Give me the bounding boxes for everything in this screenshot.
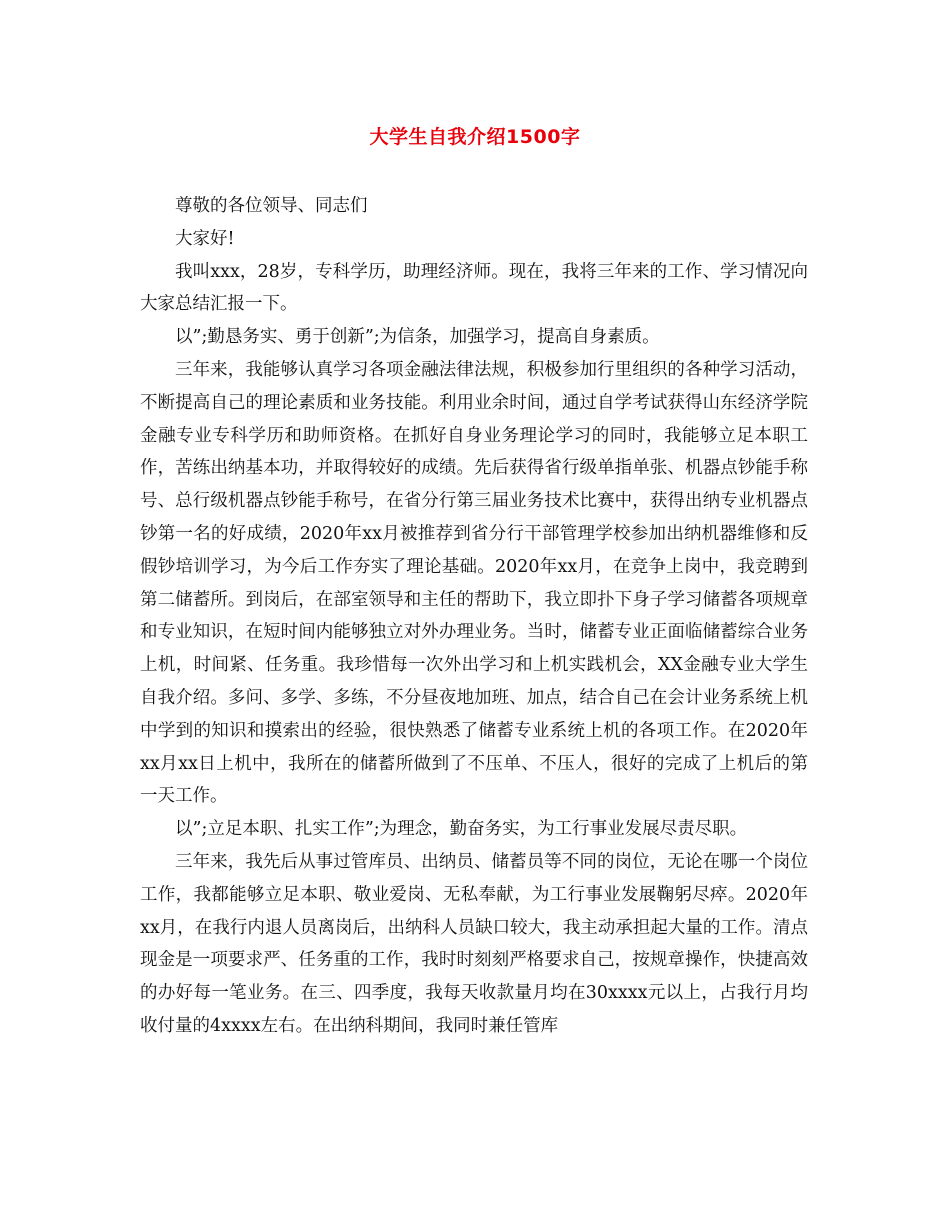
greeting-line: 尊敬的各位领导、同志们	[175, 196, 368, 216]
body-paragraph: 以”;勤恳务实、勇于创新”;为信条，加强学习，提高自身素质。	[175, 327, 660, 348]
body-paragraph: 三年来，我先后从事过管库员、出纳员、储蓄员等不同的岗位，无论在哪一个岗位工作，我都能够立足本职、敬业爱岗、无私奉献，为工行事业发展鞠躬尽瘁。2020年xx月，在我行内退人员离岗后，出纳科人员缺口较大，我主动承担起大量的工作。清点现金是一项要求严、任务重的工作，我时时刻刻严格要求自己，按规章操作，快捷高效的办好每一笔业务。在三、四季度，我每天收款量月均在30xxxx元以上，占我行月均收付量的4xxxx左右。在出纳科期间，我同时兼任管库	[140, 851, 808, 1036]
body-paragraph: 以”;立足本职、扎实工作”;为理念，勤奋务实，为工行事业发展尽责尽职。	[175, 819, 748, 840]
body-paragraph: 三年来，我能够认真学习各项金融法律法规，积极参加行里组织的各种学习活动，不断提高自己的理论素质和业务技能。利用业余时间，通过自学考试获得山东经济学院金融专业专科学历和助师资格。在抓好自身业务理论学习的同时，我能够立足本职工作，苦练出纳基本功，并取得较好的成绩。先后获得省行级单指单张、机器点钞能手称号、总行级机器点钞能手称号，在省分行第三届业务技术比赛中，获得出纳专业机器点钞第一名的好成绩，2020年xx月被推荐到省分行干部管理学校参加出纳机器维修和反假钞培训学习，为今后工作夯实了理论基础。2020年xx月，在竞争上岗中，我竞聘到第二储蓄所。到岗后，在部室领导和主任的帮助下，我立即扑下身子学习储蓄各项规章和专业知识，在短时间内能够独立对外办理业务。当时，储蓄专业正面临储蓄综合业务上机，时间紧、任务重。我珍惜每一次外出学习和上机实践机会，XX金融专业大学生自我介绍。多问、多学、多练，不分昼夜地加班、加点，结合自己在会计业务系统上机中学到的知识和摸索出的经验，很快熟悉了储蓄专业系统上机的各项工作。在2020年xx月xx日上机中，我所在的储蓄所做到了不压单、不压人，很好的完成了上机后的第一天工作。	[140, 359, 808, 807]
document-title: 大学生自我介绍1500字	[369, 126, 581, 148]
salutation-line: 大家好!	[175, 228, 235, 249]
document-body	[140, 190, 808, 1043]
body-paragraph: 我叫xxx，28岁，专科学历，助理经济师。现在，我将三年来的工作、学习情况向大家总结汇报一下。	[140, 261, 808, 315]
